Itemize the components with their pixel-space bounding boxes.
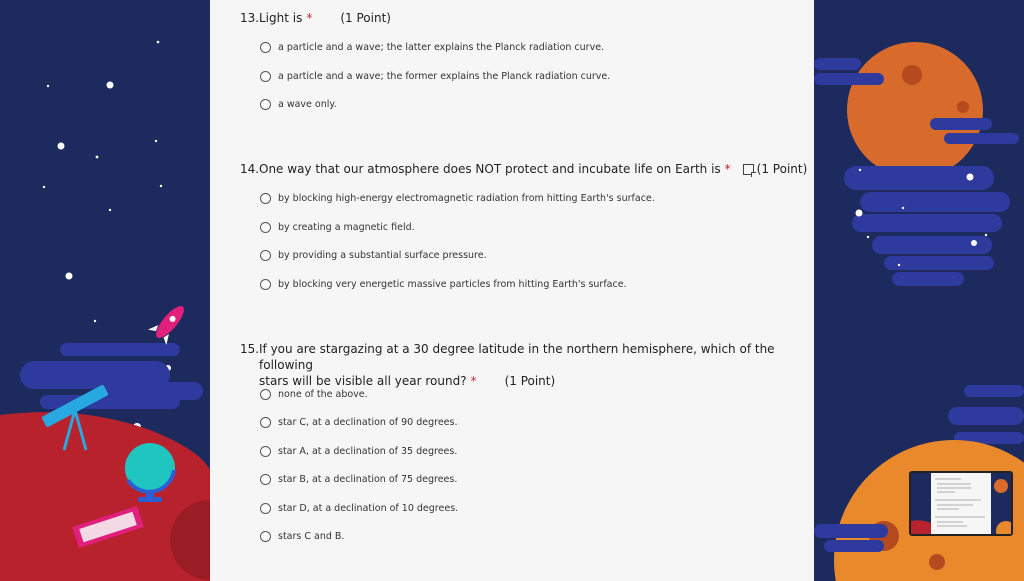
radio-button[interactable]	[260, 389, 271, 400]
option-label: star A, at a declination of 35 degrees.	[278, 445, 458, 457]
radio-button[interactable]	[260, 446, 271, 457]
question-14-option-1[interactable]	[260, 190, 655, 206]
radio-button[interactable]	[260, 42, 271, 53]
option-label: by creating a magnetic field.	[278, 221, 415, 233]
option-label: a wave only.	[278, 98, 337, 110]
option-label: star C, at a declination of 90 degrees.	[278, 416, 458, 428]
required-asterisk: *	[470, 374, 477, 388]
thumbnail-image	[911, 473, 1011, 534]
page-thumbnail-preview[interactable]	[909, 471, 1013, 536]
question-15-option-3[interactable]	[260, 443, 457, 459]
option-label: star B, at a declination of 75 degrees.	[278, 473, 458, 485]
required-asterisk: *	[724, 162, 731, 176]
radio-button[interactable]	[260, 99, 271, 110]
option-label: star D, at a declination of 10 degrees.	[278, 502, 459, 514]
option-label: a particle and a wave; the former explains the Planck radiation curve.	[278, 70, 611, 82]
radio-button[interactable]	[260, 279, 271, 290]
question-15-option-4[interactable]	[260, 471, 457, 487]
question-13-option-2[interactable]	[260, 68, 610, 84]
radio-button[interactable]	[260, 474, 271, 485]
question-13-option-3[interactable]	[260, 96, 337, 112]
radio-button[interactable]	[260, 503, 271, 514]
question-15-number: 15.	[240, 342, 260, 356]
radio-button[interactable]	[260, 193, 271, 204]
radio-button[interactable]	[260, 417, 271, 428]
question-15-title	[240, 341, 814, 389]
radio-button[interactable]	[260, 71, 271, 82]
required-asterisk: *	[306, 11, 313, 25]
question-14-title	[240, 161, 807, 177]
question-14-text: One way that our atmosphere does NOT protect and incubate life on Earth is	[259, 162, 721, 176]
option-label: none of the above.	[278, 388, 368, 400]
question-15-text-line-1: If you are stargazing at a 30 degree latitude in the northern hemisphere, which of the following	[259, 342, 775, 372]
option-label: by blocking high-energy electromagnetic radiation from hitting Earth's surface.	[278, 192, 655, 204]
immersive-reader-icon[interactable]	[743, 164, 754, 175]
question-14-option-3[interactable]	[260, 247, 487, 263]
form-content	[210, 0, 814, 581]
option-label: stars C and B.	[278, 530, 345, 542]
question-14-number: 14.	[240, 162, 260, 176]
question-14-option-4[interactable]	[260, 276, 627, 292]
option-label: by blocking very energetic massive particles from hitting Earth's surface.	[278, 278, 627, 290]
question-14-points: (1 Point)	[756, 162, 808, 176]
question-15-points: (1 Point)	[504, 374, 556, 388]
option-label: a particle and a wave; the latter explains the Planck radiation curve.	[278, 41, 605, 53]
radio-button[interactable]	[260, 250, 271, 261]
question-13-title	[240, 10, 391, 26]
background-left-illustration	[0, 0, 210, 581]
question-15-text-line-2: stars will be visible all year round?	[259, 374, 467, 388]
question-15-option-1[interactable]	[260, 386, 368, 402]
question-14-option-2[interactable]	[260, 219, 415, 235]
radio-button[interactable]	[260, 222, 271, 233]
question-13-points: (1 Point)	[340, 11, 391, 25]
question-13-text: Light is	[259, 11, 303, 25]
radio-button[interactable]	[260, 531, 271, 542]
question-13-number: 13.	[240, 11, 260, 25]
question-13-option-1[interactable]	[260, 39, 604, 55]
question-15-option-2[interactable]	[260, 414, 457, 430]
option-label: by providing a substantial surface pressure.	[278, 249, 487, 261]
question-15-option-5[interactable]	[260, 500, 458, 516]
question-15-option-6[interactable]	[260, 528, 344, 544]
